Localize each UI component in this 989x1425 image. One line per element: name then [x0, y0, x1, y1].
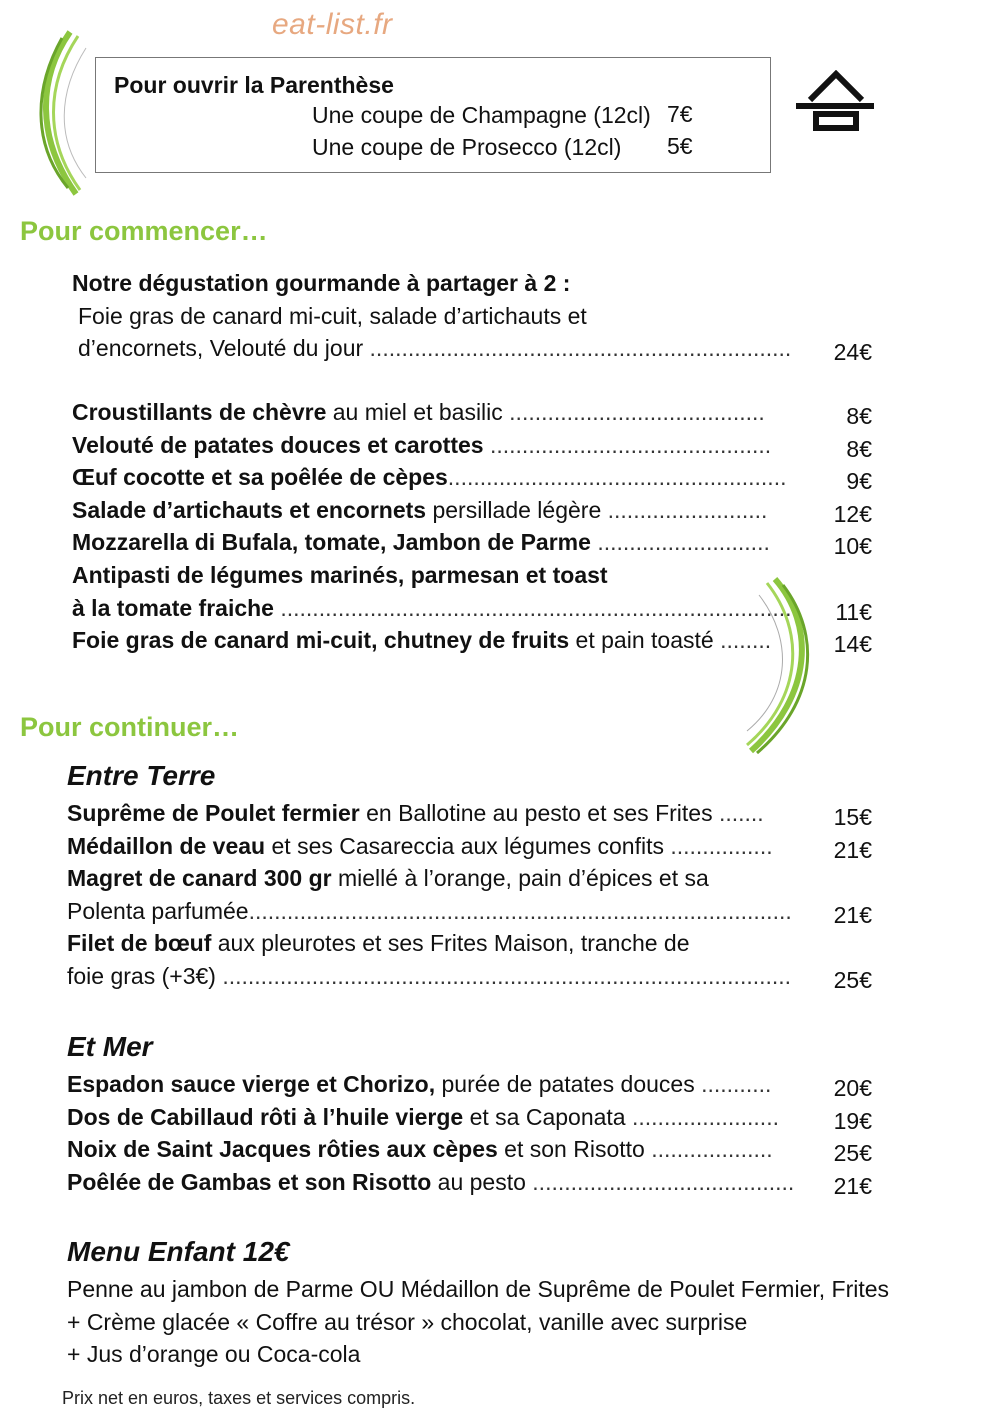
menu-item-price: 14€	[833, 631, 872, 658]
menu-item	[67, 1068, 771, 1100]
menu-item-name: Espadon sauce vierge et Chorizo,	[67, 1071, 436, 1097]
green-swoosh-icon	[30, 28, 90, 198]
menu-item	[72, 592, 792, 624]
section-title-mains: Pour continuer…	[20, 712, 240, 742]
tasting-desc-line: d’encornets, Velouté du jour ..................................................................	[78, 335, 792, 361]
menu-item-price: 8€	[846, 435, 872, 462]
menu-item-price: 11€	[835, 598, 872, 625]
subsection-title-land: Entre Terre	[67, 760, 216, 791]
menu-item-dots: ............................................	[489, 431, 772, 458]
menu-item	[72, 526, 770, 558]
menu-item-desc: miellé à l’orange, pain d’épices et sa	[331, 865, 709, 892]
menu-item-name: Noix de Saint Jacques rôties aux cèpes	[67, 1136, 498, 1163]
menu-item-dots: .........................	[607, 496, 768, 523]
footer-note: Prix net en euros, taxes et services compris.	[62, 1388, 416, 1408]
watermark-text: eat-list.fr	[272, 8, 393, 41]
menu-item-dots: ...................	[651, 1136, 773, 1163]
kids-menu-line: + Jus d’orange ou Coca-cola	[67, 1341, 361, 1367]
menu-item	[67, 862, 709, 894]
aperitif-item-price: 7€	[667, 101, 693, 127]
menu-item-dots: .......................	[632, 1103, 779, 1130]
menu-item-price: 25€	[833, 967, 872, 993]
menu-item	[67, 1166, 794, 1198]
menu-item-price: 10€	[833, 533, 872, 560]
menu-item-price: 19€	[833, 1107, 872, 1134]
menu-item-desc: au miel et basilic	[326, 399, 510, 425]
menu-item-desc: et son Risotto	[497, 1136, 652, 1163]
menu-item-dots: .....................................................................................	[248, 897, 792, 924]
menu-item-desc: aux pleurotes et ses Frites Maison, tranche de	[211, 930, 690, 957]
menu-item-price: 25€	[833, 1140, 872, 1167]
menu-item	[67, 1101, 779, 1133]
menu-item-dots: ........................................	[509, 399, 765, 425]
menu-item-dots: ........	[720, 627, 772, 654]
menu-item-name: Croustillants de chèvre	[72, 399, 327, 425]
kids-menu-line: Penne au jambon de Parme OU Médaillon de Suprême de Poulet Fermier, Frites	[67, 1276, 890, 1302]
menu-item-desc: et pain toasté	[569, 627, 721, 654]
menu-item	[67, 1133, 773, 1165]
menu-item-price: 8€	[846, 403, 872, 429]
menu-item-dots: ...........	[701, 1071, 772, 1097]
aperitif-title: Pour ouvrir la Parenthèse	[114, 72, 394, 98]
menu-item-dots: ................	[670, 832, 773, 859]
menu-item	[72, 494, 767, 526]
aperitif-item-label: Une coupe de Prosecco (12cl)	[312, 134, 622, 160]
menu-item-price: 21€	[833, 901, 872, 928]
menu-item-dots: .........................................	[532, 1168, 795, 1195]
menu-item	[67, 797, 764, 829]
menu-item	[67, 960, 791, 992]
menu-item-desc: purée de patates douces	[435, 1071, 702, 1097]
section-title-starters: Pour commencer…	[20, 216, 268, 246]
menu-item	[67, 895, 792, 927]
aperitif-item	[312, 102, 752, 129]
aperitif-box	[95, 57, 771, 173]
menu-item-dots: .....................................................	[447, 464, 787, 491]
menu-item-price: 20€	[833, 1075, 872, 1101]
menu-item-desc: persillade légère	[426, 496, 608, 523]
tasting-price: 24€	[833, 339, 872, 365]
kids-menu-title: Menu Enfant 12€	[67, 1236, 290, 1267]
tasting-title: Notre dégustation gourmande à partager à 2 :	[72, 270, 571, 296]
menu-item	[67, 927, 690, 959]
menu-item-desc: Polenta parfumée	[67, 897, 249, 924]
menu-item-name: Salade d’artichauts et encornets	[72, 496, 427, 523]
menu-item-name: Antipasti de légumes marinés, parmesan et toast	[72, 562, 608, 588]
menu-item-name: Mozzarella di Bufala, tomate, Jambon de Parme	[72, 529, 591, 556]
menu-item	[67, 830, 773, 862]
menu-item-name: Médaillon de veau	[67, 832, 266, 859]
menu-item-price: 12€	[833, 500, 872, 527]
menu-item-price: 21€	[833, 836, 872, 863]
menu-item-desc: au pesto	[431, 1168, 533, 1195]
menu-item-name: à la tomate fraiche	[72, 594, 274, 621]
menu-item-price: 15€	[833, 804, 872, 830]
menu-item-desc: en Ballotine au pesto et ses Frites	[359, 800, 719, 826]
menu-item	[72, 429, 771, 461]
menu-item	[72, 461, 786, 493]
menu-item-desc: et sa Caponata	[463, 1103, 632, 1130]
menu-item-desc: foie gras (+3€)	[67, 963, 223, 989]
house-icon	[796, 70, 876, 132]
menu-item-name: Œuf cocotte et sa poêlée de cèpes	[72, 464, 448, 491]
menu-item-name: Filet de bœuf	[67, 930, 212, 957]
menu-item-name: Foie gras de canard mi-cuit, chutney de fruits	[72, 627, 570, 654]
menu-item-name: Magret de canard 300 gr	[67, 865, 332, 892]
menu-item	[72, 624, 771, 656]
menu-item-price: 21€	[833, 1172, 872, 1199]
aperitif-item-label: Une coupe de Champagne (12cl)	[312, 102, 651, 128]
subsection-title-sea: Et Mer	[67, 1031, 153, 1062]
menu-item-dots: .......	[718, 800, 764, 826]
menu-item-dots: .........................................................................................	[222, 963, 792, 989]
menu-item-name: Velouté de patates douces et carottes	[72, 431, 484, 458]
menu-item-name: Dos de Cabillaud rôti à l’huile vierge	[67, 1103, 464, 1130]
menu-item	[72, 396, 765, 428]
menu-item-desc: et ses Casareccia aux légumes confits	[265, 832, 671, 859]
menu-item-name: Suprême de Poulet fermier	[67, 800, 360, 826]
menu-item-dots: ................................................................................	[280, 594, 792, 621]
tasting-desc-line: Foie gras de canard mi-cuit, salade d’artichauts et	[78, 303, 587, 329]
menu-item-name: Poêlée de Gambas et son Risotto	[67, 1168, 432, 1195]
aperitif-item	[312, 134, 752, 161]
menu-item-price: 9€	[846, 468, 872, 495]
menu-item	[72, 559, 608, 591]
menu-item-dots: ...........................	[597, 529, 770, 556]
aperitif-item-price: 5€	[667, 133, 693, 159]
kids-menu-line: + Crème glacée « Coffre au trésor » chocolat, vanille avec surprise	[67, 1309, 748, 1335]
